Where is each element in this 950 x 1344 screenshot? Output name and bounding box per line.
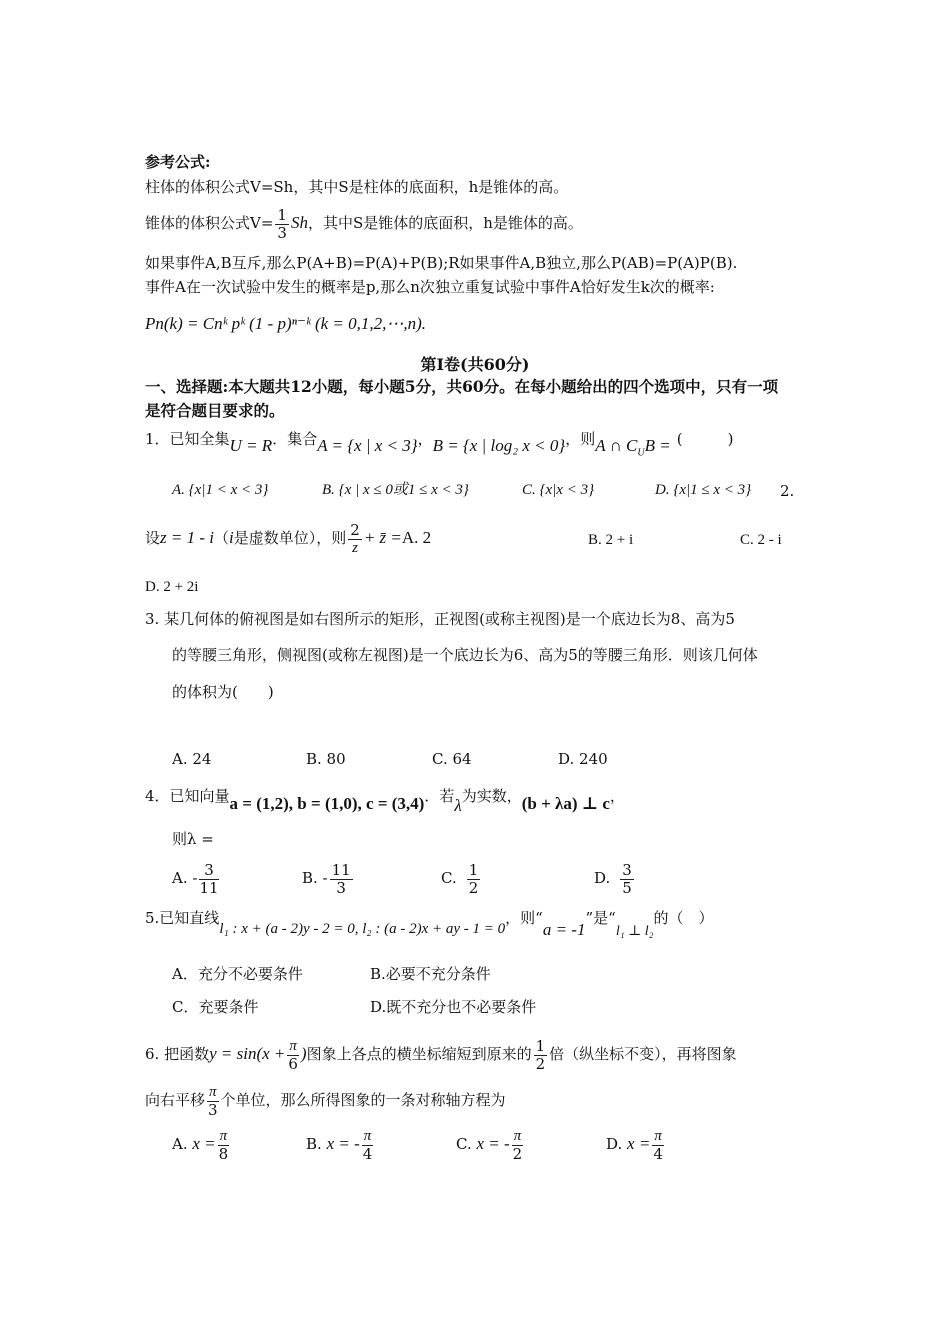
reference-line-3: 如果事件A,B互斥,那么P(A+B)=P(A)+P(B);R如果事件A,B独立,那么P(AB)=P(A)P(B). [145, 254, 738, 272]
q6-fraction-half [534, 1038, 548, 1073]
q5-option-a[interactable]: A．充分不必要条件 [172, 965, 303, 983]
q3-option-a[interactable]: A. 24 [172, 750, 212, 768]
q6-opt-d-label: D. [606, 1135, 623, 1153]
q4-opt-b-den: 3 [336, 878, 346, 897]
question-1-stem [145, 429, 734, 459]
q2-z-definition: z = 1 - i [160, 528, 214, 547]
q4-text-d: ， [609, 787, 625, 805]
q3-option-c[interactable]: C. 64 [432, 750, 472, 768]
q6-f1-den: 6 [288, 1054, 298, 1073]
q1-universal-set: U = R [229, 436, 273, 455]
ref-l2-pre: 锥体的体积公式V= [145, 214, 274, 232]
q5-condition-a: a = -1 [542, 920, 586, 939]
q2-expression: + z̄ = [363, 528, 402, 547]
q4-option-d[interactable] [594, 860, 636, 897]
q6-opt-c-num: π [513, 1127, 522, 1144]
q4-opt-c-label: C. [441, 869, 457, 887]
q2-option-b[interactable]: B. 2 + i [588, 532, 634, 548]
q5-option-b[interactable]: B.必要不充分条件 [370, 965, 491, 983]
q4-opt-d-fraction [620, 862, 634, 897]
reference-line-4: 事件A在一次试验中发生的概率是p,那么n次独立重复试验中事件A恰好发生k次的概率: [145, 278, 715, 296]
q1-comma: ， [417, 430, 433, 448]
q6-opt-b-label: B. [306, 1135, 322, 1153]
q1-text-c: ，则 [565, 430, 596, 448]
q6-opt-a-math: x = [192, 1134, 216, 1153]
q4-opt-d-label: D. [594, 869, 611, 887]
formula-sh: Sh [290, 213, 308, 232]
q2-text-a: 设 [145, 529, 161, 547]
q1-blank: ( ) [676, 430, 734, 448]
q6-text-a: 6. 把函数 [145, 1045, 210, 1063]
q2-i-symbol: i [229, 528, 234, 547]
q1-option-a[interactable]: A. {x|1 < x < 3} [172, 482, 269, 498]
q6-fraction-pi-6 [287, 1038, 299, 1073]
q6-line-2 [145, 1080, 506, 1120]
q2-number: 2. [780, 482, 795, 500]
q4-opt-d-den: 5 [622, 878, 632, 897]
q1-option-d[interactable]: D. {x|1 ≤ x < 3} [655, 482, 752, 498]
q4-opt-a-label: A. - [172, 869, 198, 887]
reference-line-2 [145, 203, 583, 243]
q4-opt-b-fraction [330, 862, 353, 897]
q2-option-c[interactable]: C. 2 - i [740, 532, 782, 548]
ref-l2-post: ，其中S是锥体的底面积，h是锥体的高。 [307, 214, 583, 232]
q4-option-b[interactable] [302, 860, 355, 897]
q6-opt-d-fraction [652, 1128, 664, 1163]
q2-frac-num: 2 [350, 520, 360, 539]
q2-frac-den: z [352, 539, 358, 556]
q6-opt-c-label: C. [456, 1135, 472, 1153]
q4-lambda: λ [454, 796, 462, 815]
q6-f3-num: π [209, 1083, 217, 1100]
q4-option-a[interactable] [172, 860, 221, 897]
reference-title: 参考公式: [145, 153, 211, 171]
q4-opt-c-num: 1 [468, 860, 479, 879]
q4-text-c: 为实数， [461, 787, 522, 805]
q6-opt-c-fraction [512, 1128, 524, 1163]
q6-opt-c-den: 2 [512, 1144, 523, 1163]
q2-text-c: 是虚数单位），则 [233, 529, 347, 547]
q6-option-c[interactable] [456, 1124, 525, 1164]
question-6-stem [145, 1034, 737, 1074]
q6-text-c: 倍（纵坐标不变），再将图象 [549, 1045, 737, 1063]
q6-option-b[interactable] [306, 1124, 375, 1164]
reference-line-1: 柱体的体积公式V=Sh，其中S是柱体的底面积，h是锥体的高。 [145, 178, 569, 196]
q2-fraction [348, 522, 362, 557]
q6-f2-den: 2 [535, 1054, 546, 1073]
q1-expr-main: A ∩ C [595, 436, 638, 455]
q6-function-end: ) [300, 1044, 307, 1063]
q1-text-a: 1．已知全集 [145, 430, 230, 448]
q5-text-b: ，则“ [505, 909, 543, 927]
q5-text-c: ”是“ [585, 909, 616, 927]
q3-line-1: 3. 某几何体的俯视图是如右图所示的矩形，正视图(或称主视图)是一个底边长为8、高为5 [145, 610, 735, 628]
q4-line-2: 则λ = [172, 830, 214, 848]
q6-function: y = sin(x + [209, 1044, 286, 1063]
q5-option-c[interactable]: C．充要条件 [172, 998, 259, 1016]
q4-option-c[interactable] [441, 860, 482, 897]
q1-option-b[interactable]: B. {x | x ≤ 0或1 ≤ x < 3} [322, 482, 469, 498]
q6-l2-text-a: 向右平移 [145, 1091, 206, 1109]
q5-perpendicular: l₁ ⊥ l₂ [615, 924, 654, 939]
q4-vectors: a = (1,2), b = (1,0), c = (3,4) [229, 794, 425, 813]
instruction-line-1: 一、选择题:本大题共12小题，每小题5分，共60分。在每小题给出的四个选项中，只有一项 [145, 377, 779, 396]
q3-line-2: 的等腰三角形，侧视图(或称左视图)是一个底边长为6、高为5的等腰三角形．则该几何体 [172, 646, 758, 664]
q4-perpendicular-condition: (b + λa) ⊥ c [521, 794, 610, 813]
q5-text-a: 5.已知直线 [145, 909, 220, 927]
instruction-line-2: 是符合题目要求的。 [145, 401, 285, 420]
q6-f2-num: 1 [535, 1036, 546, 1055]
q3-option-d[interactable]: D. 240 [558, 750, 608, 768]
q3-line-3: 的体积为( ) [172, 683, 274, 701]
q6-opt-a-fraction [218, 1128, 230, 1163]
q6-l2-text-b: 个单位，那么所得图象的一条对称轴方程为 [220, 1091, 506, 1109]
q6-f1-num: π [289, 1037, 297, 1054]
q6-text-b: 图象上各点的横坐标缩短到原来的 [306, 1045, 532, 1063]
binomial-probability-formula: Pn(k) = Cnᵏ pᵏ (1 - p)ⁿ⁻ᵏ (k = 0,1,2,⋯,n). [145, 314, 427, 333]
question-2-stem [145, 518, 431, 558]
q2-text-b: （ [214, 529, 230, 547]
fraction-den: 3 [277, 223, 287, 242]
q6-opt-a-label: A. [172, 1135, 188, 1153]
q4-opt-a-fraction [199, 862, 218, 897]
q3-option-b[interactable]: B. 80 [306, 750, 346, 768]
q1-expr-end: B = [644, 436, 671, 455]
fraction-num: 1 [277, 205, 287, 224]
q4-opt-b-label: B. - [302, 869, 328, 887]
q6-f3-den: 3 [208, 1100, 218, 1119]
q1-set-a: A = {x | x < 3} [317, 436, 418, 455]
q1-expression [595, 436, 671, 459]
q2-option-d[interactable]: D. 2 + 2i [145, 579, 199, 595]
q6-opt-a-den: 8 [218, 1144, 229, 1163]
q4-text-a: 4．已知向量 [145, 787, 230, 805]
q6-option-a[interactable] [172, 1124, 231, 1164]
q5-option-d[interactable]: D.既不充分也不必要条件 [370, 998, 537, 1016]
q6-opt-b-math: x = - [326, 1134, 360, 1153]
q6-opt-b-num: π [363, 1127, 372, 1144]
q6-opt-d-den: 4 [653, 1144, 663, 1163]
q6-opt-c-math: x = - [476, 1134, 510, 1153]
q1-option-c[interactable]: C. {x|x < 3} [522, 482, 595, 498]
question-4-stem [145, 786, 625, 815]
q1-expr-sub: U [637, 447, 645, 459]
q6-opt-d-math: x = [627, 1134, 651, 1153]
q4-opt-a-num: 3 [199, 862, 218, 880]
q1-set-b: B = {x | log₂ x < 0} [432, 436, 566, 455]
q4-opt-c-den: 2 [468, 878, 479, 897]
q6-opt-a-num: π [219, 1127, 228, 1144]
q6-fraction-pi-3 [207, 1084, 219, 1119]
q5-text-d: 的（ ） [653, 909, 714, 927]
fraction-one-third [275, 207, 289, 242]
q6-opt-d-num: π [654, 1127, 662, 1144]
q5-lines: l₁ : x + (a - 2)y - 2 = 0, l₂ : (a - 2)x + ay - 1 = 0 [219, 921, 506, 937]
q4-text-b: ．若 [424, 787, 455, 805]
section-title: 第Ⅰ卷(共60分) [420, 355, 530, 374]
q6-opt-b-fraction [362, 1128, 374, 1163]
q4-opt-b-num: 11 [331, 860, 351, 879]
q2-option-a[interactable]: A. 2 [401, 528, 432, 547]
q6-opt-b-den: 4 [362, 1144, 373, 1163]
q4-opt-a-den: 11 [199, 878, 219, 897]
q1-text-b: ．集合 [272, 430, 318, 448]
question-5-stem [145, 908, 714, 939]
q6-option-d[interactable] [606, 1124, 666, 1164]
q4-opt-c-fraction [467, 862, 481, 897]
q4-opt-d-num: 3 [622, 860, 632, 879]
